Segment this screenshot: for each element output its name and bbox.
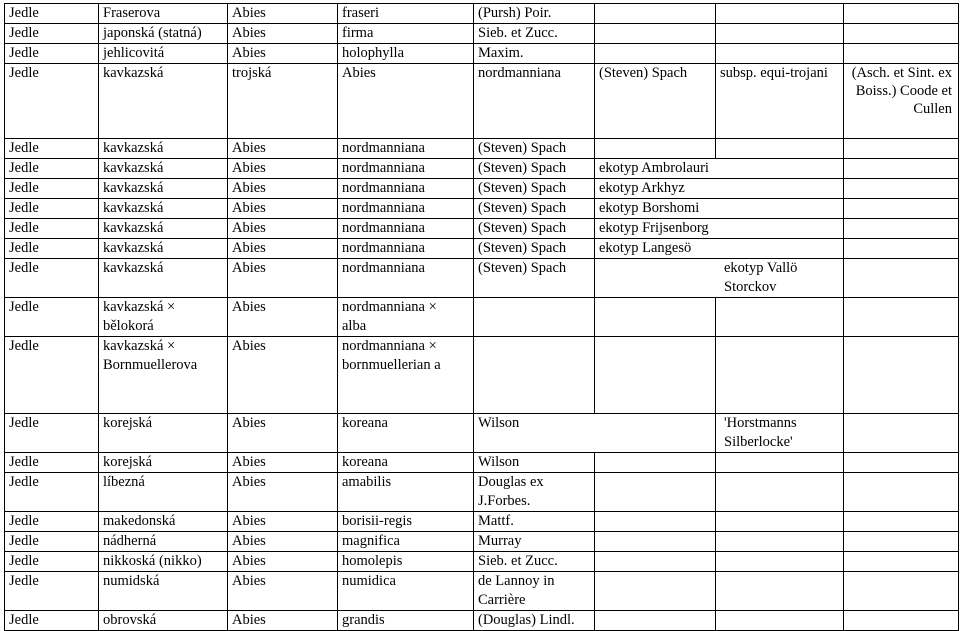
subspecies-author-cell: (Asch. et Sint. ex Boiss.) Coode et Cullen	[843, 64, 959, 138]
extra-cell	[594, 4, 715, 23]
author-cell: Murray	[473, 532, 594, 551]
genus-cell: Jedle	[4, 337, 98, 413]
genus-cell: Jedle	[4, 552, 98, 571]
table-row	[4, 473, 959, 512]
extra-cell	[843, 532, 959, 551]
author-cell: Mattf.	[473, 512, 594, 531]
table-row	[4, 3, 959, 24]
extra-cell	[594, 259, 715, 297]
latin-species-cell: nordmanniana × bornmuellerian a	[337, 337, 473, 413]
author-cell: (Steven) Spach	[473, 239, 594, 258]
genus-cell: Jedle	[4, 572, 98, 610]
table-row	[4, 24, 959, 44]
extra-cell	[715, 552, 843, 571]
ecotype-cell: ekotyp Borshomi	[594, 199, 844, 218]
genus-cell: Jedle	[4, 414, 98, 452]
extra-cell	[843, 44, 959, 63]
extra-cell	[843, 611, 959, 630]
latin-species-cell: grandis	[337, 611, 473, 630]
genus-cell: Jedle	[4, 453, 98, 472]
latin-species-cell: borisii-regis	[337, 512, 473, 531]
extra-cell	[843, 298, 959, 336]
species-common-cell: nádherná	[98, 532, 227, 551]
latin-genus-cell: Abies	[337, 64, 473, 138]
latin-genus-cell: Abies	[227, 4, 337, 23]
species-common-cell: kavkazská	[98, 219, 227, 238]
genus-cell: Jedle	[4, 298, 98, 336]
species-common-cell: kavkazská	[98, 199, 227, 218]
latin-genus-cell: Abies	[227, 298, 337, 336]
extra-cell	[594, 532, 715, 551]
latin-genus-cell: Abies	[227, 199, 337, 218]
extra-cell	[843, 139, 959, 158]
extra-cell	[715, 139, 843, 158]
species-common-cell: Fraserova	[98, 4, 227, 23]
table-row	[4, 64, 959, 139]
extra-cell	[843, 4, 959, 23]
table-row	[4, 159, 959, 179]
genus-cell: Jedle	[4, 611, 98, 630]
table-row	[4, 199, 959, 219]
subspecies-common-cell: trojská	[227, 64, 337, 138]
author-cell	[473, 298, 594, 336]
genus-cell: Jedle	[4, 139, 98, 158]
genus-cell: Jedle	[4, 199, 98, 218]
extra-cell	[715, 512, 843, 531]
author-cell: (Steven) Spach	[473, 159, 594, 178]
author-cell: Wilson	[473, 414, 594, 452]
latin-genus-cell: Abies	[227, 259, 337, 297]
latin-genus-cell: Abies	[227, 159, 337, 178]
genus-cell: Jedle	[4, 24, 98, 43]
latin-genus-cell: Abies	[227, 532, 337, 551]
extra-cell	[843, 239, 959, 258]
extra-cell	[594, 337, 715, 413]
extra-cell	[594, 512, 715, 531]
author-cell	[473, 337, 594, 413]
extra-cell	[843, 337, 959, 413]
author-cell: (Steven) Spach	[473, 259, 594, 297]
species-common-cell: nikkoská (nikko)	[98, 552, 227, 571]
extra-cell	[843, 414, 959, 452]
species-common-cell: kavkazská	[98, 64, 227, 138]
ecotype-cell	[594, 139, 715, 158]
species-common-cell: korejská	[98, 414, 227, 452]
author-cell: (Steven) Spach	[473, 199, 594, 218]
latin-species-cell: koreana	[337, 453, 473, 472]
extra-cell	[594, 473, 715, 511]
author-cell: (Douglas) Lindl.	[473, 611, 594, 630]
latin-genus-cell: Abies	[227, 179, 337, 198]
genus-cell: Jedle	[4, 259, 98, 297]
extra-cell	[594, 44, 715, 63]
latin-species-cell: nordmanniana × alba	[337, 298, 473, 336]
species-common-cell: japonská (statná)	[98, 24, 227, 43]
latin-genus-cell: Abies	[227, 611, 337, 630]
latin-species-cell: nordmanniana	[337, 139, 473, 158]
latin-genus-cell: Abies	[227, 139, 337, 158]
table-row	[4, 512, 959, 532]
species-common-cell: kavkazská	[98, 259, 227, 297]
author-cell: Sieb. et Zucc.	[473, 552, 594, 571]
extra-cell	[843, 24, 959, 43]
table-row	[4, 552, 959, 572]
extra-cell	[843, 552, 959, 571]
extra-cell	[843, 512, 959, 531]
extra-cell	[594, 24, 715, 43]
author-cell: Maxim.	[473, 44, 594, 63]
latin-species-cell: nordmanniana	[337, 159, 473, 178]
extra-cell	[715, 298, 843, 336]
table-row	[4, 532, 959, 552]
species-common-cell: korejská	[98, 453, 227, 472]
author-cell: (Steven) Spach	[473, 179, 594, 198]
species-common-cell: obrovská	[98, 611, 227, 630]
extra-cell	[594, 298, 715, 336]
latin-species-cell: nordmanniana	[337, 259, 473, 297]
extra-cell	[594, 552, 715, 571]
table-row	[4, 44, 959, 64]
latin-genus-cell: Abies	[227, 24, 337, 43]
extra-cell	[843, 219, 959, 238]
table-row	[4, 453, 959, 473]
table-row	[4, 139, 959, 159]
ecotype-cell: ekotyp Arkhyz	[594, 179, 844, 198]
author-cell: de Lannoy in Carrière	[473, 572, 594, 610]
latin-genus-cell: Abies	[227, 473, 337, 511]
genus-cell: Jedle	[4, 473, 98, 511]
author-cell: Wilson	[473, 453, 594, 472]
latin-genus-cell: Abies	[227, 337, 337, 413]
species-table	[4, 3, 959, 631]
extra-cell	[715, 532, 843, 551]
species-common-cell: numidská	[98, 572, 227, 610]
latin-genus-cell: Abies	[227, 239, 337, 258]
latin-genus-cell: Abies	[227, 414, 337, 452]
extra-cell	[594, 611, 715, 630]
author-cell: (Steven) Spach	[473, 139, 594, 158]
extra-cell	[594, 453, 715, 472]
genus-cell: Jedle	[4, 239, 98, 258]
extra-cell	[843, 473, 959, 511]
extra-cell	[843, 453, 959, 472]
latin-species-cell: nordmanniana	[337, 179, 473, 198]
table-row	[4, 259, 959, 298]
extra-cell	[843, 572, 959, 610]
author-cell: (Steven) Spach	[473, 219, 594, 238]
table-row	[4, 337, 959, 414]
extra-cell	[843, 259, 959, 297]
author-cell: Sieb. et Zucc.	[473, 24, 594, 43]
extra-cell	[715, 4, 843, 23]
extra-cell	[715, 337, 843, 413]
latin-species-cell: firma	[337, 24, 473, 43]
table-row	[4, 414, 959, 453]
latin-species-cell: magnifica	[337, 532, 473, 551]
species-common-cell: kavkazská	[98, 159, 227, 178]
extra-cell	[715, 572, 843, 610]
genus-cell: Jedle	[4, 64, 98, 138]
latin-species-cell: numidica	[337, 572, 473, 610]
genus-cell: Jedle	[4, 179, 98, 198]
extra-cell	[715, 44, 843, 63]
latin-species-cell: amabilis	[337, 473, 473, 511]
extra-cell	[843, 159, 959, 178]
species-common-cell: kavkazská × Bornmuellerova	[98, 337, 227, 413]
extra-cell	[843, 199, 959, 218]
author-cell: (Pursh) Poir.	[473, 4, 594, 23]
cultivar-cell: 'Horstmanns Silberlocke'	[715, 414, 843, 452]
author-cell: Douglas ex J.Forbes.	[473, 473, 594, 511]
genus-cell: Jedle	[4, 4, 98, 23]
latin-species-cell: nordmanniana	[337, 199, 473, 218]
species-common-cell: kavkazská	[98, 139, 227, 158]
latin-species-cell: nordmanniana	[473, 64, 594, 138]
ecotype-cell: ekotyp Langesö	[594, 239, 844, 258]
extra-cell	[715, 473, 843, 511]
extra-cell	[715, 611, 843, 630]
table-row	[4, 239, 959, 259]
species-common-cell: kavkazská × bělokorá	[98, 298, 227, 336]
extra-cell	[715, 24, 843, 43]
latin-species-cell: nordmanniana	[337, 219, 473, 238]
latin-species-cell: homolepis	[337, 552, 473, 571]
species-common-cell: kavkazská	[98, 239, 227, 258]
genus-cell: Jedle	[4, 44, 98, 63]
latin-species-cell: holophylla	[337, 44, 473, 63]
subspecies-cell: subsp. equi-trojani	[715, 64, 843, 138]
genus-cell: Jedle	[4, 159, 98, 178]
latin-species-cell: nordmanniana	[337, 239, 473, 258]
table-row	[4, 611, 959, 631]
latin-genus-cell: Abies	[227, 44, 337, 63]
extra-cell	[594, 572, 715, 610]
ecotype-cell: ekotyp Ambrolauri	[594, 159, 844, 178]
species-common-cell: kavkazská	[98, 179, 227, 198]
species-common-cell: makedonská	[98, 512, 227, 531]
ecotype-cell: ekotyp Vallö Storckov	[724, 260, 798, 295]
latin-species-cell: fraseri	[337, 4, 473, 23]
latin-genus-cell: Abies	[227, 453, 337, 472]
latin-genus-cell: Abies	[227, 512, 337, 531]
latin-genus-cell: Abies	[227, 219, 337, 238]
extra-cell	[843, 179, 959, 198]
latin-species-cell: koreana	[337, 414, 473, 452]
table-row	[4, 219, 959, 239]
latin-genus-cell: Abies	[227, 552, 337, 571]
table-row	[4, 572, 959, 611]
table-row	[4, 179, 959, 199]
table-row	[4, 298, 959, 337]
genus-cell: Jedle	[4, 219, 98, 238]
latin-genus-cell: Abies	[227, 572, 337, 610]
author-cell: (Steven) Spach	[594, 64, 715, 138]
species-common-cell: líbezná	[98, 473, 227, 511]
extra-cell	[715, 453, 843, 472]
genus-cell: Jedle	[4, 532, 98, 551]
genus-cell: Jedle	[4, 512, 98, 531]
species-common-cell: jehlicovitá	[98, 44, 227, 63]
ecotype-cell: ekotyp Frijsenborg	[594, 219, 844, 238]
